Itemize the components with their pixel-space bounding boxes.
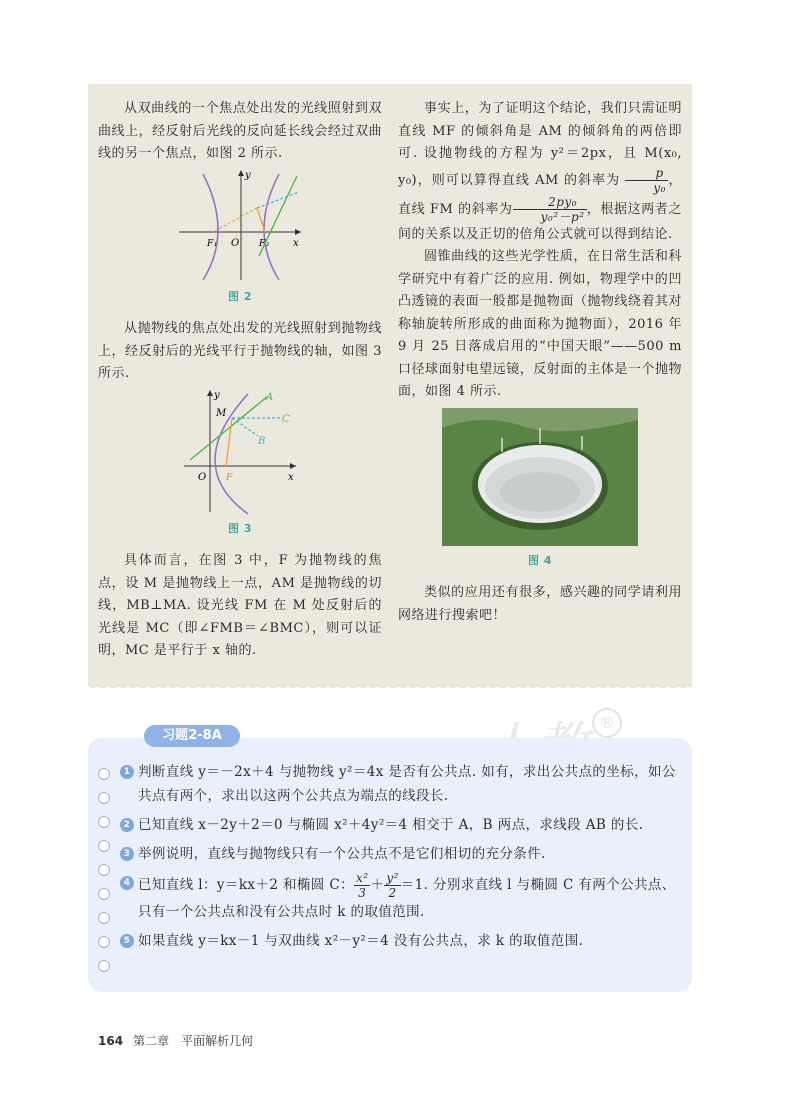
exercise-item-2 <box>120 813 680 837</box>
binder-hole-icon <box>98 960 110 972</box>
binder-hole-icon <box>98 792 110 804</box>
exercise-item-4 <box>120 871 680 924</box>
figure-3-parabola <box>180 386 300 516</box>
exercise-text: 判断直线 y＝－2x＋4 与抛物线 y²＝4x 是否有公共点. 如有，求出公共点的坐标，如公共点有两个，求出以这两个公共点为端点的线段长. <box>138 764 676 804</box>
exercise-number-badge: 5 <box>120 934 134 948</box>
specifics-paragraph: 具体而言，在图 3 中，F 为抛物线的焦点，设 M 是抛物线上一点，AM 是抛物线的切线，MB⊥MA. 设光线 FM 在 M 处反射后的光线是 MC（即∠FMB＝∠BMC），则可以证明，MC 是平行于 x 轴的. <box>98 553 382 658</box>
binder-hole-icon <box>98 768 110 780</box>
ellipse-x-fraction: $\frac{\text{x²}}{3}$ <box>356 871 369 900</box>
binder-hole-icon <box>98 912 110 924</box>
page-number: 164 <box>98 1034 124 1048</box>
exercise-text: 已知直线 x－2y＋2＝0 与椭圆 x²＋4y²＝4 相交于 A，B 两点，求线段 AB 的长. <box>138 817 644 833</box>
slope-am-fraction: $\frac{p}{\text{y₀}}$ <box>625 166 668 195</box>
search-suggestion-paragraph: 类似的应用还有很多，感兴趣的同学请利用网络进行搜索吧！ <box>398 585 682 623</box>
fig2-x-label: x <box>293 237 300 249</box>
hyperbola-paragraph: 从双曲线的一个焦点处出发的光线照射到双曲线上，经反射后光线的反向延长线会经过双曲线的另一个焦点，如图 2 所示. <box>98 101 382 161</box>
exercise-number-badge: 4 <box>120 876 134 890</box>
slope-fm-fraction: $\frac{\text{2py₀}}{\text{y₀²－p²}}$ <box>513 195 587 224</box>
fig3-f-label: F <box>226 472 233 483</box>
binder-hole-icon <box>98 888 110 900</box>
applications-paragraph: 圆锥曲线的这些光学性质，在日常生活和科学研究中有着广泛的应用. 例如，物理学中的凹凸透镜的表面一般都是抛物面（抛物线绕着其对称轴旋转所形成的曲面称为抛物面），2016 年 9 月 25 日落成启用的“中国天眼”——500 m 口径球面射电望远镜，反射面的主体是一个抛物面，如图 4 所示. <box>398 249 682 399</box>
binder-hole-icon <box>98 864 110 876</box>
left-column <box>98 98 382 663</box>
proof-paragraph <box>398 98 682 246</box>
ellipse-y-fraction: $\frac{\text{y²}}{2}$ <box>386 871 399 900</box>
exercise-number-badge: 2 <box>120 818 134 832</box>
figure-3-caption: 图 3 <box>228 521 252 535</box>
binder-holes <box>98 768 112 984</box>
fig2-f2-label: F₂ <box>259 238 270 249</box>
proof-text-b: ，直线 FM 的斜率为 <box>398 172 682 217</box>
fig3-origin-label: O <box>198 471 207 483</box>
plus-sign: ＋ <box>370 877 385 893</box>
right-column <box>398 98 682 627</box>
chapter-title: 第二章 平面解析几何 <box>133 1034 254 1048</box>
exercise-number-badge: 3 <box>120 847 134 861</box>
figure-2-hyperbola <box>175 166 305 284</box>
exercise-text: 如果直线 y＝kx－1 与双曲线 x²－y²＝4 没有公共点，求 k 的取值范围. <box>138 933 584 949</box>
proof-text-c: ，根据这两者之间的关系以及正切的倍角公式就可以得到结论. <box>398 201 682 242</box>
exercise-number-badge: 1 <box>120 765 134 779</box>
binder-hole-icon <box>98 840 110 852</box>
fig3-m-label: M <box>216 407 227 419</box>
registered-mark-icon: ® <box>592 708 622 738</box>
figure-4-caption: 图 4 <box>528 553 552 567</box>
exercise-text: 举例说明，直线与抛物线只有一个公共点不是它们相切的充分条件. <box>138 846 546 862</box>
exercise-list <box>120 760 680 958</box>
parabola-paragraph: 从抛物线的焦点处出发的光线照射到抛物线上，经反射后的光线平行于抛物线的轴，如图 3 所示. <box>98 321 382 381</box>
exercise-item-1 <box>120 760 680 808</box>
fig2-f1-label: F₁ <box>207 238 218 249</box>
proof-text-a: 事实上，为了证明这个结论，我们只需证明直线 MF 的倾斜角是 AM 的倾斜角的两倍即可. 设抛物线的方程为 y²＝2px，且 M(x₀, y₀)，则可以算得直线 AM 的斜率为 <box>398 101 682 188</box>
fig3-x-label: x <box>288 471 295 483</box>
fig3-c-label: C <box>282 413 291 425</box>
exercise-text-post: ＝1. 分别求直线 l 与椭圆 C 有两个公共点、只有一个公共点和没有公共点时 k 的取值范围. <box>138 877 676 920</box>
fig3-y-label: y <box>214 389 221 401</box>
fig2-origin-label: O <box>231 237 240 249</box>
figure-2-caption: 图 2 <box>228 289 252 303</box>
fig3-a-label: A <box>266 391 274 403</box>
binder-hole-icon <box>98 936 110 948</box>
fig2-y-label: y <box>245 169 252 181</box>
binder-hole-icon <box>98 816 110 828</box>
exercise-item-5 <box>120 929 680 953</box>
exercise-tab: 习题2-8A <box>144 725 240 747</box>
exercise-item-3 <box>120 842 680 866</box>
fast-telescope-photo <box>442 408 638 546</box>
exercise-text-pre: 已知直线 l：y＝kx＋2 和椭圆 C： <box>138 877 355 893</box>
fig3-b-label: B <box>258 435 266 447</box>
page-footer <box>98 1032 253 1049</box>
